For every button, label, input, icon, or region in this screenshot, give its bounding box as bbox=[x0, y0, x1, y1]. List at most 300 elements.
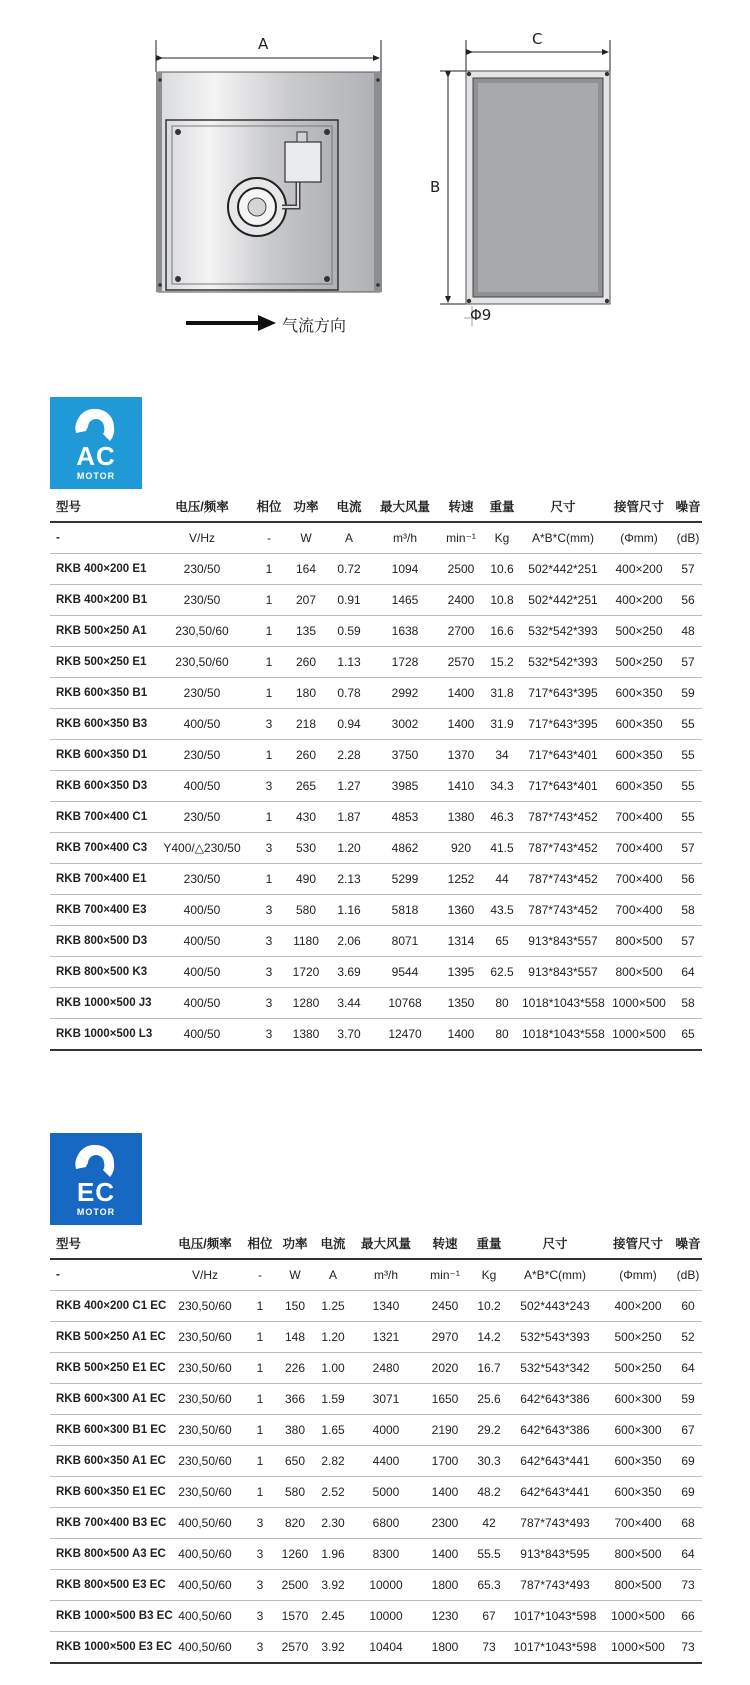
table-row-cell: 3.44 bbox=[328, 988, 370, 1019]
table-row-cell: 30.3 bbox=[470, 1446, 508, 1477]
table-row-cell: 67 bbox=[674, 1415, 702, 1446]
table-row-cell: 2.52 bbox=[314, 1477, 352, 1508]
table-header-row bbox=[50, 491, 702, 522]
table-row-cell: 230,50/60 bbox=[166, 1446, 244, 1477]
table-header-row-cell: 接管尺寸 bbox=[604, 491, 674, 522]
table-row-cell: 1000×500 bbox=[604, 1019, 674, 1051]
table-row bbox=[50, 1384, 702, 1415]
table-row-cell: 10.6 bbox=[482, 554, 522, 585]
table-row-cell: 502*442*251 bbox=[522, 554, 604, 585]
table-row-cell: RKB 1000×500 J3 bbox=[50, 988, 150, 1019]
table-header-row-cell: 相位 bbox=[254, 491, 284, 522]
table-row-cell: 3002 bbox=[370, 709, 440, 740]
table-row-cell: 532*542*393 bbox=[522, 647, 604, 678]
table-header-row-cell: 转速 bbox=[440, 491, 482, 522]
table-row-cell: 15.2 bbox=[482, 647, 522, 678]
dimension-c-label: C bbox=[532, 30, 543, 48]
table-row-cell: 787*743*493 bbox=[508, 1570, 602, 1601]
table-row-cell: 717*643*395 bbox=[522, 709, 604, 740]
technical-drawing bbox=[0, 0, 750, 340]
table-row-cell: 1720 bbox=[284, 957, 328, 988]
table-header-row-cell: 电压/频率 bbox=[150, 491, 254, 522]
table-row-cell: 73 bbox=[674, 1570, 702, 1601]
table-row-cell: RKB 800×500 A3 EC bbox=[50, 1539, 166, 1570]
table-row-cell: 25.6 bbox=[470, 1384, 508, 1415]
table-header-row-cell: 尺寸 bbox=[522, 491, 604, 522]
table-row-cell: 230,50/60 bbox=[166, 1291, 244, 1322]
table-row bbox=[50, 988, 702, 1019]
table-units-row-cell: A*B*C(mm) bbox=[508, 1259, 602, 1291]
table-row-cell: 1000×500 bbox=[604, 988, 674, 1019]
table-header-row-cell: 型号 bbox=[50, 491, 150, 522]
table-row-cell: 64 bbox=[674, 957, 702, 988]
table-units-row-cell: W bbox=[284, 522, 328, 554]
table-row-cell: 3750 bbox=[370, 740, 440, 771]
table-row bbox=[50, 1322, 702, 1353]
table-row-cell: RKB 400×200 C1 EC bbox=[50, 1291, 166, 1322]
table-units-row-cell: - bbox=[50, 1259, 166, 1291]
table-row bbox=[50, 1477, 702, 1508]
table-row-cell: 59 bbox=[674, 678, 702, 709]
table-row-cell: 1380 bbox=[284, 1019, 328, 1051]
table-row-cell: 1800 bbox=[420, 1632, 470, 1664]
table-row-cell: 3 bbox=[254, 895, 284, 926]
airflow-direction-label: 气流方向 bbox=[282, 316, 347, 335]
table-row-cell: 230/50 bbox=[150, 802, 254, 833]
table-row-cell: 600×300 bbox=[602, 1384, 674, 1415]
table-row-cell: 380 bbox=[276, 1415, 314, 1446]
table-row-cell: 2400 bbox=[440, 585, 482, 616]
table-header-row-cell: 重量 bbox=[470, 1228, 508, 1259]
table-row-cell: 2.13 bbox=[328, 864, 370, 895]
table-row-cell: 58 bbox=[674, 895, 702, 926]
table-row-cell: RKB 1000×500 L3 bbox=[50, 1019, 150, 1051]
table-row-cell: 1 bbox=[244, 1291, 276, 1322]
table-row-cell: 218 bbox=[284, 709, 328, 740]
table-row-cell: RKB 600×350 D3 bbox=[50, 771, 150, 802]
table-units-row-cell: (Φmm) bbox=[602, 1259, 674, 1291]
table-row-cell: 700×400 bbox=[602, 1508, 674, 1539]
table-row-cell: 9544 bbox=[370, 957, 440, 988]
table-row bbox=[50, 1601, 702, 1632]
hole-diameter-label: Φ9 bbox=[470, 306, 492, 324]
table-header-row-cell: 重量 bbox=[482, 491, 522, 522]
table-row-cell: 34.3 bbox=[482, 771, 522, 802]
table-row-cell: 700×400 bbox=[604, 895, 674, 926]
table-row-cell: 3 bbox=[254, 957, 284, 988]
table-row-cell: 1.13 bbox=[328, 647, 370, 678]
table-row-cell: 913*843*595 bbox=[508, 1539, 602, 1570]
table-row-cell: 1700 bbox=[420, 1446, 470, 1477]
table-row-cell: 0.59 bbox=[328, 616, 370, 647]
table-row-cell: 230,50/60 bbox=[166, 1353, 244, 1384]
table-row-cell: 62.5 bbox=[482, 957, 522, 988]
table-row-cell: 2500 bbox=[276, 1570, 314, 1601]
table-row-cell: 0.91 bbox=[328, 585, 370, 616]
table-row bbox=[50, 709, 702, 740]
table-row-cell: 1 bbox=[244, 1446, 276, 1477]
table-units-row-cell: - bbox=[244, 1259, 276, 1291]
table-row-cell: 1360 bbox=[440, 895, 482, 926]
table-header-row-cell: 相位 bbox=[244, 1228, 276, 1259]
table-row bbox=[50, 1291, 702, 1322]
table-row-cell: 2992 bbox=[370, 678, 440, 709]
table-header-row-cell: 转速 bbox=[420, 1228, 470, 1259]
table-row-cell: RKB 700×400 E3 bbox=[50, 895, 150, 926]
table-row-cell: RKB 1000×500 E3 EC bbox=[50, 1632, 166, 1664]
table-row-cell: 530 bbox=[284, 833, 328, 864]
table-row-cell: 230/50 bbox=[150, 585, 254, 616]
table-row-cell: RKB 600×350 A1 EC bbox=[50, 1446, 166, 1477]
table-row-cell: 60 bbox=[674, 1291, 702, 1322]
table-row-cell: 1400 bbox=[420, 1477, 470, 1508]
table-row-cell: 1017*1043*598 bbox=[508, 1601, 602, 1632]
table-row-cell: RKB 500×250 E1 EC bbox=[50, 1353, 166, 1384]
table-row-cell: 65.3 bbox=[470, 1570, 508, 1601]
table-row-cell: 600×300 bbox=[602, 1415, 674, 1446]
table-units-row bbox=[50, 1259, 702, 1291]
table-row-cell: 2.06 bbox=[328, 926, 370, 957]
table-row bbox=[50, 554, 702, 585]
table-row-cell: 1252 bbox=[440, 864, 482, 895]
table-row-cell: 500×250 bbox=[602, 1322, 674, 1353]
table-row bbox=[50, 1353, 702, 1384]
table-row bbox=[50, 1446, 702, 1477]
table-row-cell: 3071 bbox=[352, 1384, 420, 1415]
table-row-cell: 400,50/60 bbox=[166, 1539, 244, 1570]
table-row-cell: 64 bbox=[674, 1539, 702, 1570]
table-row-cell: 3.92 bbox=[314, 1570, 352, 1601]
table-row-cell: 1400 bbox=[420, 1539, 470, 1570]
table-units-row-cell: m³/h bbox=[370, 522, 440, 554]
table-units-row-cell: V/Hz bbox=[166, 1259, 244, 1291]
table-row-cell: 3 bbox=[254, 926, 284, 957]
table-row-cell: 3.70 bbox=[328, 1019, 370, 1051]
table-row-cell: 2450 bbox=[420, 1291, 470, 1322]
table-row-cell: 366 bbox=[276, 1384, 314, 1415]
table-row-cell: 532*543*393 bbox=[508, 1322, 602, 1353]
table-row-cell: 920 bbox=[440, 833, 482, 864]
table-row-cell: 1 bbox=[244, 1384, 276, 1415]
table-row-cell: 400/50 bbox=[150, 957, 254, 988]
table-row-cell: 3 bbox=[244, 1632, 276, 1664]
table-row-cell: 3.92 bbox=[314, 1632, 352, 1664]
table-row-cell: 1.20 bbox=[328, 833, 370, 864]
table-row bbox=[50, 585, 702, 616]
table-row-cell: 1 bbox=[254, 616, 284, 647]
table-row-cell: 73 bbox=[674, 1632, 702, 1664]
table-row-cell: 1230 bbox=[420, 1601, 470, 1632]
table-row-cell: 57 bbox=[674, 833, 702, 864]
table-header-row-cell: 最大风量 bbox=[370, 491, 440, 522]
table-row bbox=[50, 740, 702, 771]
table-row-cell: 500×250 bbox=[604, 647, 674, 678]
table-row bbox=[50, 864, 702, 895]
table-row-cell: 57 bbox=[674, 554, 702, 585]
table-row-cell: 2970 bbox=[420, 1322, 470, 1353]
table-row-cell: 68 bbox=[674, 1508, 702, 1539]
table-row-cell: RKB 700×400 C1 bbox=[50, 802, 150, 833]
table-row-cell: 52 bbox=[674, 1322, 702, 1353]
table-row-cell: 69 bbox=[674, 1477, 702, 1508]
table-units-row-cell: A bbox=[314, 1259, 352, 1291]
table-units-row-cell: (Φmm) bbox=[604, 522, 674, 554]
table-row-cell: 717*643*401 bbox=[522, 771, 604, 802]
table-row bbox=[50, 1632, 702, 1664]
table-row-cell: 6800 bbox=[352, 1508, 420, 1539]
table-row-cell: 42 bbox=[470, 1508, 508, 1539]
table-row-cell: 500×250 bbox=[602, 1353, 674, 1384]
table-header-row-cell: 接管尺寸 bbox=[602, 1228, 674, 1259]
table-row-cell: 532*543*342 bbox=[508, 1353, 602, 1384]
table-row-cell: 66 bbox=[674, 1601, 702, 1632]
table-row-cell: 3985 bbox=[370, 771, 440, 802]
table-header-row-cell: 功率 bbox=[276, 1228, 314, 1259]
table-row-cell: 1018*1043*558 bbox=[522, 988, 604, 1019]
table-row-cell: 3 bbox=[244, 1508, 276, 1539]
table-row-cell: 2570 bbox=[440, 647, 482, 678]
table-row-cell: 55.5 bbox=[470, 1539, 508, 1570]
table-units-row-cell: (dB) bbox=[674, 1259, 702, 1291]
table-row-cell: 400/50 bbox=[150, 709, 254, 740]
fan-box-drawing bbox=[0, 0, 750, 340]
table-row-cell: 55 bbox=[674, 802, 702, 833]
table-row-cell: 800×500 bbox=[602, 1539, 674, 1570]
table-row bbox=[50, 678, 702, 709]
table-header-row-cell: 电压/频率 bbox=[166, 1228, 244, 1259]
table-row-cell: 31.8 bbox=[482, 678, 522, 709]
table-row-cell: 1000×500 bbox=[602, 1632, 674, 1664]
table-row-cell: 430 bbox=[284, 802, 328, 833]
table-row-cell: 230,50/60 bbox=[166, 1477, 244, 1508]
table-row-cell: 0.78 bbox=[328, 678, 370, 709]
table-row-cell: 1.00 bbox=[314, 1353, 352, 1384]
table-row-cell: RKB 800×500 E3 EC bbox=[50, 1570, 166, 1601]
table-row-cell: 55 bbox=[674, 740, 702, 771]
table-row-cell: 1570 bbox=[276, 1601, 314, 1632]
ac-logo-text: AC bbox=[76, 441, 116, 471]
table-row-cell: RKB 500×250 E1 bbox=[50, 647, 150, 678]
table-row-cell: 1 bbox=[244, 1477, 276, 1508]
table-row-cell: 80 bbox=[482, 988, 522, 1019]
table-row-cell: RKB 600×350 E1 EC bbox=[50, 1477, 166, 1508]
table-row-cell: 600×350 bbox=[602, 1446, 674, 1477]
table-row-cell: 650 bbox=[276, 1446, 314, 1477]
table-row-cell: 2480 bbox=[352, 1353, 420, 1384]
table-row-cell: 642*643*386 bbox=[508, 1415, 602, 1446]
table-header-row-cell: 尺寸 bbox=[508, 1228, 602, 1259]
table-row-cell: 1 bbox=[254, 585, 284, 616]
table-row-cell: 1094 bbox=[370, 554, 440, 585]
table-row-cell: 700×400 bbox=[604, 802, 674, 833]
table-row-cell: 787*743*452 bbox=[522, 895, 604, 926]
table-row-cell: 3.69 bbox=[328, 957, 370, 988]
table-row-cell: 1400 bbox=[440, 1019, 482, 1051]
table-units-row-cell: V/Hz bbox=[150, 522, 254, 554]
table-row-cell: 56 bbox=[674, 864, 702, 895]
table-row-cell: 1 bbox=[254, 647, 284, 678]
table-row-cell: 1 bbox=[244, 1322, 276, 1353]
table-row-cell: 73 bbox=[470, 1632, 508, 1664]
table-row-cell: 1 bbox=[254, 740, 284, 771]
table-row-cell: 3 bbox=[244, 1601, 276, 1632]
table-row-cell: 48 bbox=[674, 616, 702, 647]
table-row-cell: 400,50/60 bbox=[166, 1570, 244, 1601]
table-row-cell: 230,50/60 bbox=[166, 1322, 244, 1353]
table-row-cell: 8071 bbox=[370, 926, 440, 957]
table-units-row-cell: W bbox=[276, 1259, 314, 1291]
table-row-cell: 2190 bbox=[420, 1415, 470, 1446]
table-row-cell: 2.30 bbox=[314, 1508, 352, 1539]
table-row-cell: 4853 bbox=[370, 802, 440, 833]
table-row-cell: 1.20 bbox=[314, 1322, 352, 1353]
table-header-row-cell: 功率 bbox=[284, 491, 328, 522]
table-row-cell: 820 bbox=[276, 1508, 314, 1539]
table-row-cell: 2.45 bbox=[314, 1601, 352, 1632]
table-row-cell: RKB 700×400 E1 bbox=[50, 864, 150, 895]
table-row-cell: 10404 bbox=[352, 1632, 420, 1664]
table-row-cell: 4400 bbox=[352, 1446, 420, 1477]
table-row-cell: 56 bbox=[674, 585, 702, 616]
table-row-cell: 1260 bbox=[276, 1539, 314, 1570]
table-units-row-cell: min⁻¹ bbox=[420, 1259, 470, 1291]
table-row-cell: Y400/△230/50 bbox=[150, 833, 254, 864]
table-row-cell: 207 bbox=[284, 585, 328, 616]
table-row-cell: RKB 1000×500 B3 EC bbox=[50, 1601, 166, 1632]
table-row-cell: 1400 bbox=[440, 709, 482, 740]
table-row-cell: 3 bbox=[254, 833, 284, 864]
table-row-cell: 1638 bbox=[370, 616, 440, 647]
table-units-row-cell: m³/h bbox=[352, 1259, 420, 1291]
table-units-row-cell: (dB) bbox=[674, 522, 702, 554]
table-row-cell: 1017*1043*598 bbox=[508, 1632, 602, 1664]
table-row-cell: 34 bbox=[482, 740, 522, 771]
table-row-cell: 1380 bbox=[440, 802, 482, 833]
table-row-cell: 800×500 bbox=[604, 957, 674, 988]
table-row-cell: 46.3 bbox=[482, 802, 522, 833]
table-row-cell: 65 bbox=[482, 926, 522, 957]
table-row-cell: 80 bbox=[482, 1019, 522, 1051]
table-row-cell: 230,50/60 bbox=[166, 1384, 244, 1415]
table-row-cell: 787*743*493 bbox=[508, 1508, 602, 1539]
table-units-row bbox=[50, 522, 702, 554]
table-row-cell: 913*843*557 bbox=[522, 926, 604, 957]
table-row-cell: 642*643*386 bbox=[508, 1384, 602, 1415]
table-row-cell: 64 bbox=[674, 1353, 702, 1384]
table-row-cell: 1.16 bbox=[328, 895, 370, 926]
table-row-cell: 642*643*441 bbox=[508, 1446, 602, 1477]
table-row-cell: 1370 bbox=[440, 740, 482, 771]
table-row-cell: 48.2 bbox=[470, 1477, 508, 1508]
ac-logo-subtext: MOTOR bbox=[76, 471, 116, 481]
table-row-cell: RKB 500×250 A1 bbox=[50, 616, 150, 647]
table-row-cell: 5299 bbox=[370, 864, 440, 895]
table-row-cell: 3 bbox=[244, 1570, 276, 1601]
table-row-cell: 2700 bbox=[440, 616, 482, 647]
table-row-cell: 913*843*557 bbox=[522, 957, 604, 988]
table-row-cell: 0.94 bbox=[328, 709, 370, 740]
table-row-cell: RKB 700×400 B3 EC bbox=[50, 1508, 166, 1539]
table-row-cell: 230/50 bbox=[150, 740, 254, 771]
table-row-cell: 230,50/60 bbox=[150, 616, 254, 647]
table-row-cell: 55 bbox=[674, 709, 702, 740]
table-row bbox=[50, 647, 702, 678]
table-row-cell: 1000×500 bbox=[602, 1601, 674, 1632]
table-row bbox=[50, 1539, 702, 1570]
table-row-cell: 2.28 bbox=[328, 740, 370, 771]
table-row bbox=[50, 802, 702, 833]
table-row-cell: 3 bbox=[254, 709, 284, 740]
table-row-cell: 580 bbox=[276, 1477, 314, 1508]
table-row-cell: 580 bbox=[284, 895, 328, 926]
table-row-cell: 10768 bbox=[370, 988, 440, 1019]
table-row-cell: 717*643*401 bbox=[522, 740, 604, 771]
table-row-cell: 400/50 bbox=[150, 895, 254, 926]
table-row-cell: 14.2 bbox=[470, 1322, 508, 1353]
table-row-cell: 1.96 bbox=[314, 1539, 352, 1570]
table-row-cell: RKB 600×350 B1 bbox=[50, 678, 150, 709]
table-row-cell: 3 bbox=[254, 988, 284, 1019]
table-row-cell: 500×250 bbox=[604, 616, 674, 647]
table-row-cell: 1400 bbox=[440, 678, 482, 709]
table-row bbox=[50, 1570, 702, 1601]
table-row-cell: 600×350 bbox=[602, 1477, 674, 1508]
table-row-cell: 1 bbox=[254, 678, 284, 709]
table-row-cell: 787*743*452 bbox=[522, 802, 604, 833]
table-row-cell: 800×500 bbox=[602, 1570, 674, 1601]
table-row-cell: 700×400 bbox=[604, 864, 674, 895]
table-units-row-cell: - bbox=[254, 522, 284, 554]
table-row-cell: 12470 bbox=[370, 1019, 440, 1051]
ec-motor-logo bbox=[50, 1133, 142, 1225]
table-row-cell: 1.27 bbox=[328, 771, 370, 802]
table-row bbox=[50, 833, 702, 864]
table-units-row-cell: - bbox=[50, 522, 150, 554]
table-row-cell: 502*443*243 bbox=[508, 1291, 602, 1322]
table-row-cell: 1728 bbox=[370, 647, 440, 678]
table-row-cell: 44 bbox=[482, 864, 522, 895]
table-row-cell: RKB 600×300 B1 EC bbox=[50, 1415, 166, 1446]
table-row-cell: 31.9 bbox=[482, 709, 522, 740]
table-row-cell: 1314 bbox=[440, 926, 482, 957]
table-header-row-cell: 电流 bbox=[328, 491, 370, 522]
table-row-cell: 4862 bbox=[370, 833, 440, 864]
table-row bbox=[50, 616, 702, 647]
table-row-cell: 1 bbox=[254, 802, 284, 833]
table-row-cell: 1395 bbox=[440, 957, 482, 988]
table-row-cell: 10.2 bbox=[470, 1291, 508, 1322]
table-row-cell: 69 bbox=[674, 1446, 702, 1477]
table-row-cell: 10000 bbox=[352, 1570, 420, 1601]
ac-motor-logo bbox=[50, 397, 142, 489]
table-row-cell: 265 bbox=[284, 771, 328, 802]
table-row-cell: 1280 bbox=[284, 988, 328, 1019]
table-row-cell: 3 bbox=[254, 1019, 284, 1051]
table-row-cell: 400,50/60 bbox=[166, 1632, 244, 1664]
table-row-cell: 1410 bbox=[440, 771, 482, 802]
table-row-cell: 65 bbox=[674, 1019, 702, 1051]
table-row-cell: 59 bbox=[674, 1384, 702, 1415]
ec-logo-text: EC bbox=[76, 1177, 116, 1207]
table-row-cell: 1.65 bbox=[314, 1415, 352, 1446]
table-row-cell: 400×200 bbox=[602, 1291, 674, 1322]
table-row-cell: 2020 bbox=[420, 1353, 470, 1384]
table-row-cell: RKB 600×300 A1 EC bbox=[50, 1384, 166, 1415]
table-header-row-cell: 最大风量 bbox=[352, 1228, 420, 1259]
table-row bbox=[50, 957, 702, 988]
table-row-cell: RKB 500×250 A1 EC bbox=[50, 1322, 166, 1353]
table-header-row-cell: 型号 bbox=[50, 1228, 166, 1259]
